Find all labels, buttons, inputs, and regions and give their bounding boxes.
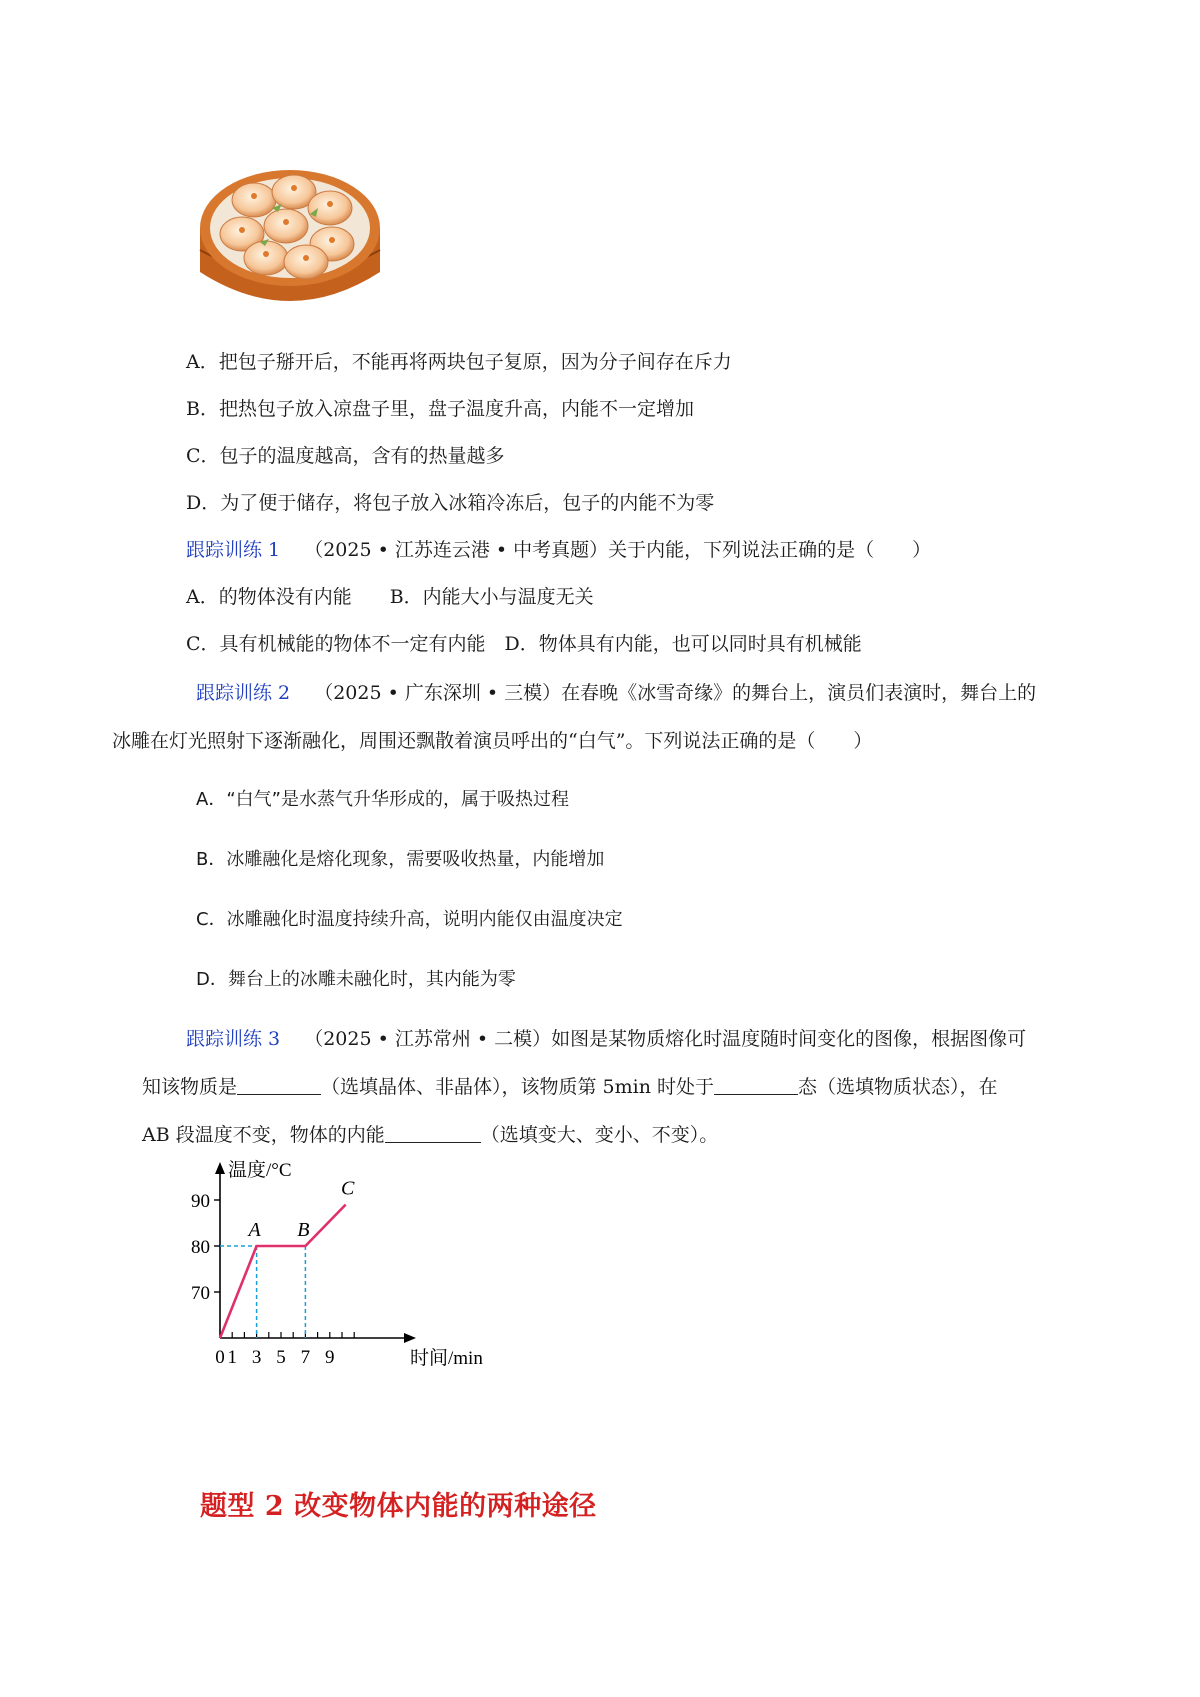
exercise-3-stem-line-2: 知该物质是 （选填晶体、非晶体），该物质第 5min 时处于 态（选填物质状态），在 <box>142 1076 998 1098</box>
option-a: A．把包子掰开后，不能再将两块包子复原，因为分子间存在斥力 <box>186 351 732 373</box>
exercise-3-tag: 跟踪训练 3 <box>186 1028 281 1050</box>
answer-blank-1 <box>237 1074 321 1095</box>
option-c: C．包子的温度越高，含有的热量越多 <box>186 445 505 467</box>
x-tick-label: 0 <box>215 1347 225 1368</box>
x-tick-label: 7 <box>300 1347 311 1368</box>
answer-blank-2 <box>714 1074 798 1095</box>
exercise-2-option-a: A．“白气”是水蒸气升华形成的，属于吸热过程 <box>196 789 569 810</box>
x-tick-label: 5 <box>276 1347 286 1368</box>
exercise-1-options-row-1: A．的物体没有内能 B．内能大小与温度无关 <box>186 586 594 608</box>
section-heading: 题型 2 改变物体内能的两种途径 <box>200 1491 597 1522</box>
point-label-c: C <box>340 1177 355 1200</box>
point-label-b: B <box>297 1219 310 1241</box>
exercise-3-stem-line-1: 跟踪训练 3 （2025 • 江苏常州 • 二模）如图是某物质熔化时温度随时间变化的图像，根据图像可 <box>186 1028 1027 1050</box>
exercise-1-stem: 跟踪训练 1 （2025 • 江苏连云港 • 中考真题）关于内能，下列说法正确的是（ ） <box>186 539 932 561</box>
temperature-curve <box>220 1205 346 1338</box>
exercise-2-option-d: D．舞台上的冰雕未融化时，其内能为零 <box>196 969 516 990</box>
x-tick-label: 9 <box>325 1347 335 1368</box>
option-b: B．把热包子放入凉盘子里，盘子温度升高，内能不一定增加 <box>186 398 694 420</box>
x-tick-label: 1 <box>227 1347 237 1368</box>
exercise-3-stem-line-3: AB 段温度不变，物体的内能 （选填变大、变小、不变）。 <box>142 1124 719 1146</box>
x-axis-label: 时间/min <box>410 1348 483 1369</box>
y-tick-label: 70 <box>191 1283 210 1304</box>
y-axis-label: 温度/°C <box>228 1160 292 1181</box>
point-label-a: A <box>248 1219 261 1241</box>
melting-curve-chart <box>178 1158 518 1378</box>
exercise-2-option-c: C．冰雕融化时温度持续升高，说明内能仅由温度决定 <box>196 909 623 930</box>
steamed-buns-image <box>190 150 390 325</box>
x-axis-arrow <box>404 1333 416 1343</box>
exercise-1-options-row-2: C．具有机械能的物体不一定有内能 D．物体具有内能，也可以同时具有机械能 <box>186 633 862 655</box>
exercise-2-tag: 跟踪训练 2 <box>196 682 291 704</box>
exercise-2-stem-line-1: 跟踪训练 2 （2025 • 广东深圳 • 三模）在春晚《冰雪奇缘》的舞台上，演员们表演时，舞台上的 <box>196 682 1037 704</box>
answer-blank-3 <box>385 1122 481 1143</box>
exercise-2-stem-line-2: 冰雕在灯光照射下逐渐融化，周围还飘散着演员呼出的“白气”。下列说法正确的是（ ） <box>112 730 873 752</box>
y-axis-arrow <box>215 1162 225 1174</box>
option-d: D．为了便于储存，将包子放入冰箱冷冻后，包子的内能不为零 <box>186 492 715 514</box>
x-tick-label: 3 <box>251 1347 262 1368</box>
y-tick-label: 90 <box>191 1191 210 1212</box>
exercise-1-tag: 跟踪训练 1 <box>186 539 281 561</box>
y-tick-label: 80 <box>191 1237 210 1258</box>
exercise-2-option-b: B．冰雕融化是熔化现象，需要吸收热量，内能增加 <box>196 849 605 870</box>
